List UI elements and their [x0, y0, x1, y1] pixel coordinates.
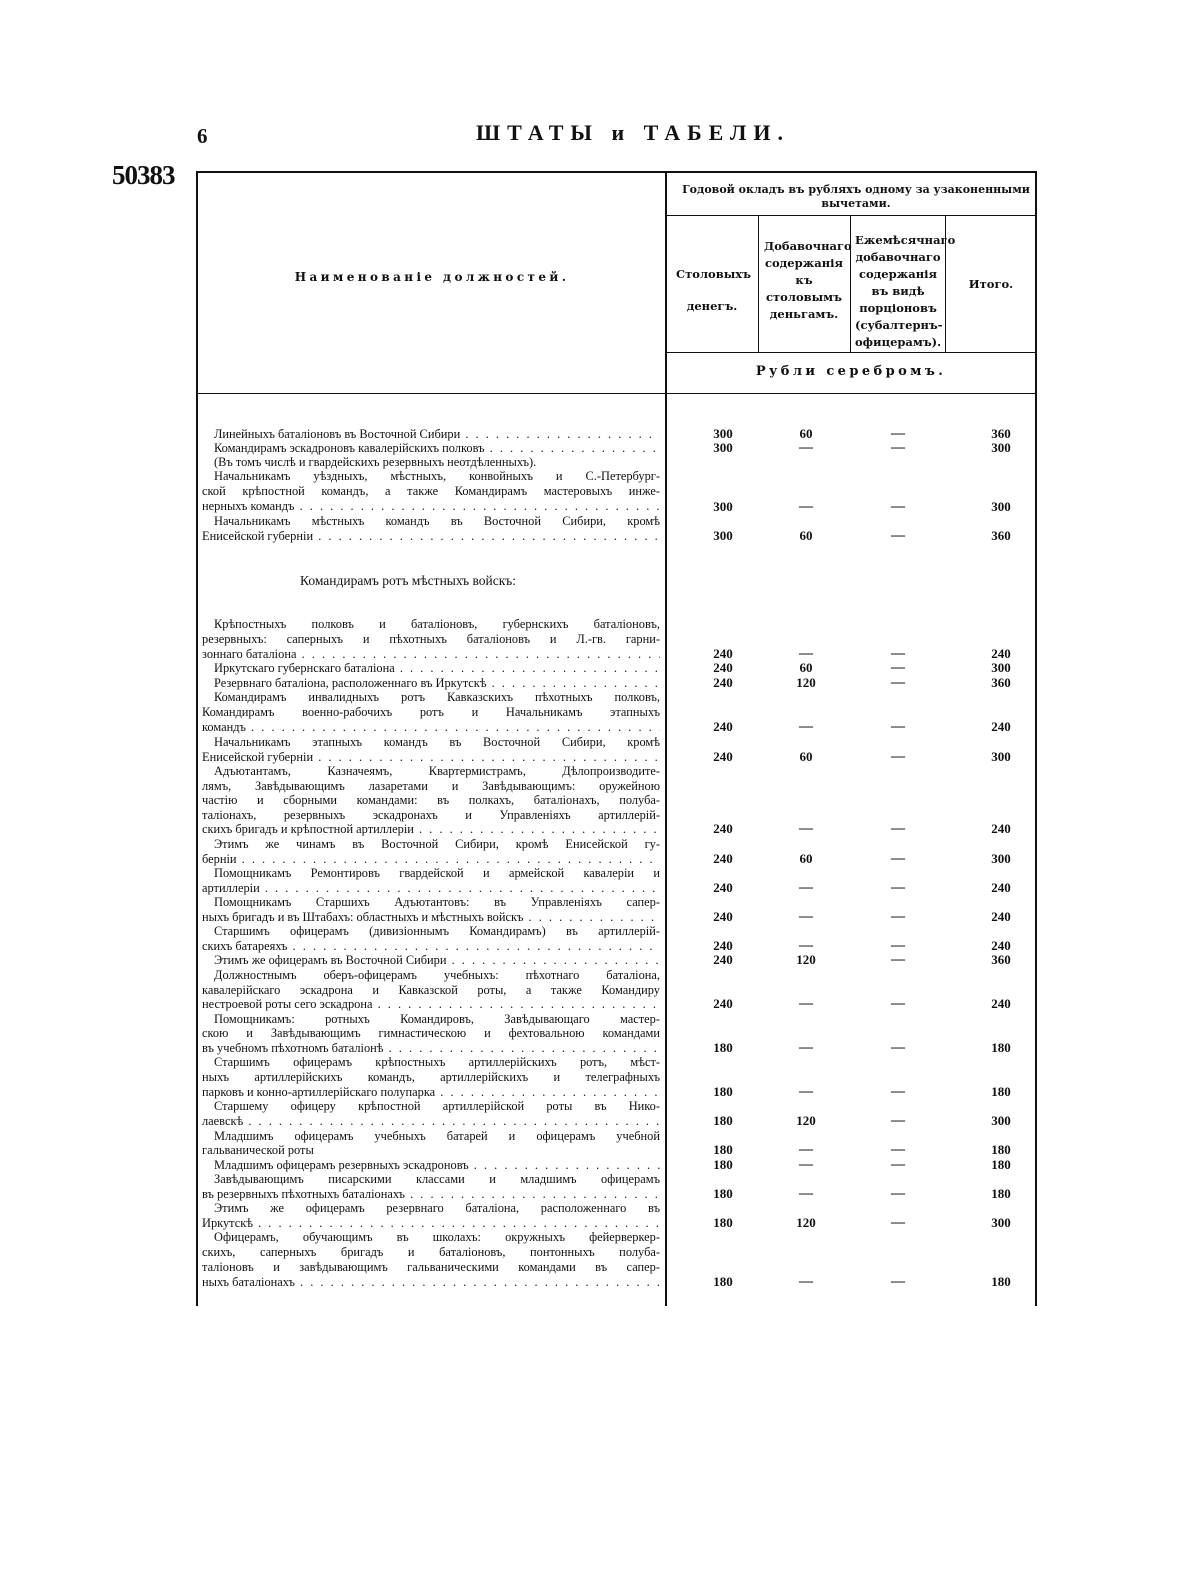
value-supplement: — [799, 1186, 813, 1201]
position-line: скихъ бригадъ и крѣпостной артиллеріи . . . [202, 822, 660, 836]
value-total: 360 [991, 675, 1011, 690]
position-line: Адъютантамъ, Казначеямъ, Квартермистрамъ, Дѣлопроизводите- [214, 764, 660, 778]
value-portions: — [891, 1215, 905, 1230]
value-supplement: 120 [796, 1215, 816, 1230]
position-line: лаевскѣ . . . [202, 1114, 660, 1128]
header-col-divider-2 [850, 215, 851, 352]
annual-salary-header: Годовой окладъ въ рубляхъ одному за узаконенными вычетами. [682, 183, 1030, 210]
value-total: 300 [991, 660, 1011, 675]
table-names-divider [665, 171, 667, 1306]
position-line: берніи . . . [202, 852, 660, 866]
position-line: зоннаго баталіона . . . [202, 647, 660, 661]
position-line: Енисейской губерніи . . . [202, 529, 660, 543]
position-line: ской крѣпостной командъ, а также Командирамъ мастеровыхъ инже- [202, 484, 660, 498]
value-supplement: — [799, 880, 813, 895]
value-total: 240 [991, 938, 1011, 953]
table-left-border [196, 171, 198, 1306]
value-total: 180 [991, 1274, 1011, 1289]
page-number: 6 [197, 124, 208, 148]
value-supplement: 60 [799, 749, 813, 764]
position-line: гальванической роты [202, 1143, 314, 1157]
value-portions: — [891, 880, 905, 895]
position-line: скою и Завѣдывающимъ гимнастическою и фехтовальною командами [202, 1026, 660, 1040]
page-title: ШТАТЫ и ТАБЕЛИ. [476, 120, 791, 145]
value-portions: — [891, 851, 905, 866]
value-supplement: — [799, 1040, 813, 1055]
value-table-money: 240 [713, 675, 733, 690]
value-supplement: — [799, 1274, 813, 1289]
value-portions: — [891, 719, 905, 734]
position-line: Командирамъ эскадроновъ кавалерійскихъ полковъ . . . [214, 441, 660, 455]
position-line: артиллеріи . . . [202, 881, 660, 895]
position-line: Крѣпостныхъ полковъ и баталіоновъ, губернскихъ баталіоновъ, [214, 617, 660, 631]
value-table-money: 240 [713, 851, 733, 866]
value-total: 240 [991, 646, 1011, 661]
value-portions: — [891, 821, 905, 836]
header-columns-underline [667, 352, 1035, 353]
value-portions: — [891, 646, 905, 661]
value-total: 180 [991, 1186, 1011, 1201]
value-total: 360 [991, 426, 1011, 441]
value-table-money: 180 [713, 1274, 733, 1289]
position-line: Помощникамъ Ремонтировъ гвардейской и армейской кавалеріи и [214, 866, 660, 880]
value-portions: — [891, 1186, 905, 1201]
value-portions: — [891, 952, 905, 967]
position-line: Этимъ же офицерамъ въ Восточной Сибири . . . [214, 953, 660, 967]
position-line: ныхъ артиллерійскихъ командъ, артиллерійскихъ и телеграфныхъ [202, 1070, 660, 1084]
position-line: (Въ томъ числѣ и гвардейскихъ резервныхъ неотдѣленныхъ). [214, 455, 537, 469]
position-line: скихъ батареяхъ . . . [202, 939, 660, 953]
value-supplement: 60 [799, 660, 813, 675]
header-col-divider-1 [758, 215, 759, 352]
value-total: 360 [991, 952, 1011, 967]
table-right-border [1035, 171, 1037, 1306]
position-line: Иркутскѣ . . . [202, 1216, 660, 1230]
header-bottom-border [197, 393, 1035, 394]
position-line: резервныхъ: саперныхъ и пѣхотныхъ баталіоновъ и Л.-гв. гарни- [202, 632, 660, 646]
table-top-border [197, 171, 1035, 173]
header-annual-underline [667, 215, 1035, 216]
value-total: 180 [991, 1142, 1011, 1157]
value-portions: — [891, 909, 905, 924]
value-portions: — [891, 1274, 905, 1289]
value-table-money: 300 [713, 499, 733, 514]
value-supplement: 120 [796, 675, 816, 690]
value-portions: — [891, 1157, 905, 1172]
value-supplement: — [799, 1157, 813, 1172]
value-total: 300 [991, 749, 1011, 764]
value-portions: — [891, 749, 905, 764]
position-line: Завѣдывающимъ писарскими классами и младшимъ офицерамъ [214, 1172, 660, 1186]
position-line: Помощникамъ Старшихъ Адъютантовъ: въ Управленіяхъ сапер- [214, 895, 660, 909]
value-supplement: 60 [799, 426, 813, 441]
position-line: нестроевой роты сего эскадрона . . . [202, 997, 660, 1011]
value-supplement: 120 [796, 1113, 816, 1128]
value-table-money: 180 [713, 1084, 733, 1099]
position-line: Должностнымъ оберъ-офицерамъ учебныхъ: пѣхотнаго баталіона, [214, 968, 660, 982]
position-line: Помощникамъ: ротныхъ Командировъ, Завѣдывающаго мастер- [214, 1012, 660, 1026]
value-supplement: — [799, 1084, 813, 1099]
value-table-money: 240 [713, 749, 733, 764]
value-supplement: 60 [799, 528, 813, 543]
value-table-money: 300 [713, 528, 733, 543]
value-total: 180 [991, 1040, 1011, 1055]
position-line: Иркутскаго губернскаго баталіона . . . [214, 661, 660, 675]
value-total: 180 [991, 1157, 1011, 1172]
value-portions: — [891, 660, 905, 675]
value-table-money: 300 [713, 440, 733, 455]
position-line: Енисейской губерніи . . . [202, 750, 660, 764]
value-portions: — [891, 675, 905, 690]
column-header-total: Итого. [968, 277, 1014, 291]
value-supplement: — [799, 909, 813, 924]
value-total: 300 [991, 499, 1011, 514]
value-total: 300 [991, 1215, 1011, 1230]
position-line: Этимъ же чинамъ въ Восточной Сибири, кромѣ Енисейской гу- [214, 837, 660, 851]
position-line: частію и сборными командами: въ полкахъ, баталіонахъ, полуба- [202, 793, 660, 807]
value-table-money: 240 [713, 952, 733, 967]
value-total: 240 [991, 880, 1011, 895]
value-supplement: — [799, 938, 813, 953]
value-table-money: 180 [713, 1215, 733, 1230]
position-line: ныхъ бригадъ и въ Штабахъ: областныхъ и мѣстныхъ войскъ . . . [202, 910, 660, 924]
value-portions: — [891, 528, 905, 543]
position-line: Линейныхъ баталіоновъ въ Восточной Сибири . . . [214, 427, 660, 441]
value-total: 300 [991, 851, 1011, 866]
value-supplement: — [799, 499, 813, 514]
value-table-money: 240 [713, 719, 733, 734]
value-portions: — [891, 499, 905, 514]
column-header-monthly-portions: Ежемѣсячнаго добавочнаго содержанія въ видѣ порціоновъ (субалтернъ-офицерамъ). [855, 233, 956, 349]
position-line: нерныхъ командъ . . . [202, 499, 660, 513]
position-line: таліоновъ и завѣдывающимъ гальваническими командами въ сапер- [202, 1260, 660, 1274]
value-portions: — [891, 938, 905, 953]
value-table-money: 240 [713, 646, 733, 661]
position-line: командъ . . . [202, 720, 660, 734]
value-total: 300 [991, 440, 1011, 455]
value-portions: — [891, 1040, 905, 1055]
position-line: Офицерамъ, обучающимъ въ школахъ: окружныхъ фейерверкер- [214, 1230, 660, 1244]
value-table-money: 240 [713, 909, 733, 924]
value-supplement: — [799, 996, 813, 1011]
position-line: Начальникамъ мѣстныхъ командъ въ Восточной Сибири, кромѣ [214, 514, 660, 528]
position-line: скихъ, саперныхъ бригадъ и баталіоновъ, понтонныхъ полуба- [202, 1245, 660, 1259]
currency-header: Рубли серебромъ. [755, 364, 947, 379]
value-total: 240 [991, 821, 1011, 836]
names-column-header: Наименованіе должностей. [294, 270, 570, 284]
value-supplement: — [799, 719, 813, 734]
position-line: ныхъ баталіонахъ . . . [202, 1275, 660, 1289]
value-total: 360 [991, 528, 1011, 543]
position-line: въ резервныхъ пѣхотныхъ баталіонахъ . . . [202, 1187, 660, 1201]
position-line: лямъ, Завѣдывающимъ лазаретами и Завѣдывающимъ: оружейною [202, 779, 660, 793]
position-line: Старшимъ офицерамъ крѣпостныхъ артиллерійскихъ ротъ, мѣст- [214, 1055, 660, 1069]
value-portions: — [891, 440, 905, 455]
position-line: таліонахъ, резервныхъ эскадронахъ и Управленіяхъ артиллерій- [202, 808, 660, 822]
value-total: 180 [991, 1084, 1011, 1099]
position-line: Младшимъ офицерамъ резервныхъ эскадроновъ . . . [214, 1158, 660, 1172]
value-table-money: 180 [713, 1157, 733, 1172]
position-line: Командирамъ военно-рабочихъ ротъ и Начальникамъ этапныхъ [202, 705, 660, 719]
position-line: парковъ и конно-артиллерійскаго полупарка . . . [202, 1085, 660, 1099]
value-table-money: 240 [713, 938, 733, 953]
value-supplement: — [799, 821, 813, 836]
value-supplement: 60 [799, 851, 813, 866]
value-table-money: 180 [713, 1186, 733, 1201]
value-table-money: 240 [713, 880, 733, 895]
value-table-money: 240 [713, 660, 733, 675]
column-header-table-money: Столовыхъ денегъ. [676, 267, 751, 313]
value-portions: — [891, 996, 905, 1011]
value-supplement: — [799, 440, 813, 455]
position-line: въ учебномъ пѣхотномъ баталіонѣ . . . [202, 1041, 660, 1055]
position-line: Командирамъ инвалидныхъ ротъ Кавказскихъ пѣхотныхъ полковъ, [214, 690, 660, 704]
value-supplement: 120 [796, 952, 816, 967]
position-line: кавалерійскаго эскадрона и Кавказской роты, а также Командиру [202, 983, 660, 997]
column-header-supplement: Добавочнаго содержанія къ столовымъ деньгамъ. [764, 239, 852, 321]
value-table-money: 180 [713, 1040, 733, 1055]
section-subheading: Командирамъ ротъ мѣстныхъ войскъ: [300, 573, 516, 588]
value-supplement: — [799, 646, 813, 661]
value-total: 300 [991, 1113, 1011, 1128]
position-line: Старшимъ офицерамъ (дивизіоннымъ Командирамъ) въ артиллерій- [214, 924, 660, 938]
value-table-money: 300 [713, 426, 733, 441]
position-line: Младшимъ офицерамъ учебныхъ батарей и офицерамъ учебной [214, 1129, 660, 1143]
value-total: 240 [991, 719, 1011, 734]
value-table-money: 180 [713, 1113, 733, 1128]
value-table-money: 240 [713, 821, 733, 836]
position-line: Начальникамъ этапныхъ командъ въ Восточной Сибири, кромѣ [214, 735, 660, 749]
value-total: 240 [991, 909, 1011, 924]
position-line: Резервнаго баталіона, расположеннаго въ Иркутскѣ . . . [214, 676, 660, 690]
inventory-stamp: 50383 [112, 160, 175, 190]
value-portions: — [891, 1113, 905, 1128]
value-portions: — [891, 1142, 905, 1157]
value-total: 240 [991, 996, 1011, 1011]
position-line: Старшему офицеру крѣпостной артиллерійской роты въ Нико- [214, 1099, 660, 1113]
value-supplement: — [799, 1142, 813, 1157]
value-portions: — [891, 1084, 905, 1099]
value-table-money: 180 [713, 1142, 733, 1157]
position-line: Начальникамъ уѣздныхъ, мѣстныхъ, конвойныхъ и С.-Петербург- [214, 469, 660, 483]
position-line: Этимъ же офицерамъ резервнаго баталіона, расположеннаго въ [214, 1201, 660, 1215]
value-portions: — [891, 426, 905, 441]
value-table-money: 240 [713, 996, 733, 1011]
